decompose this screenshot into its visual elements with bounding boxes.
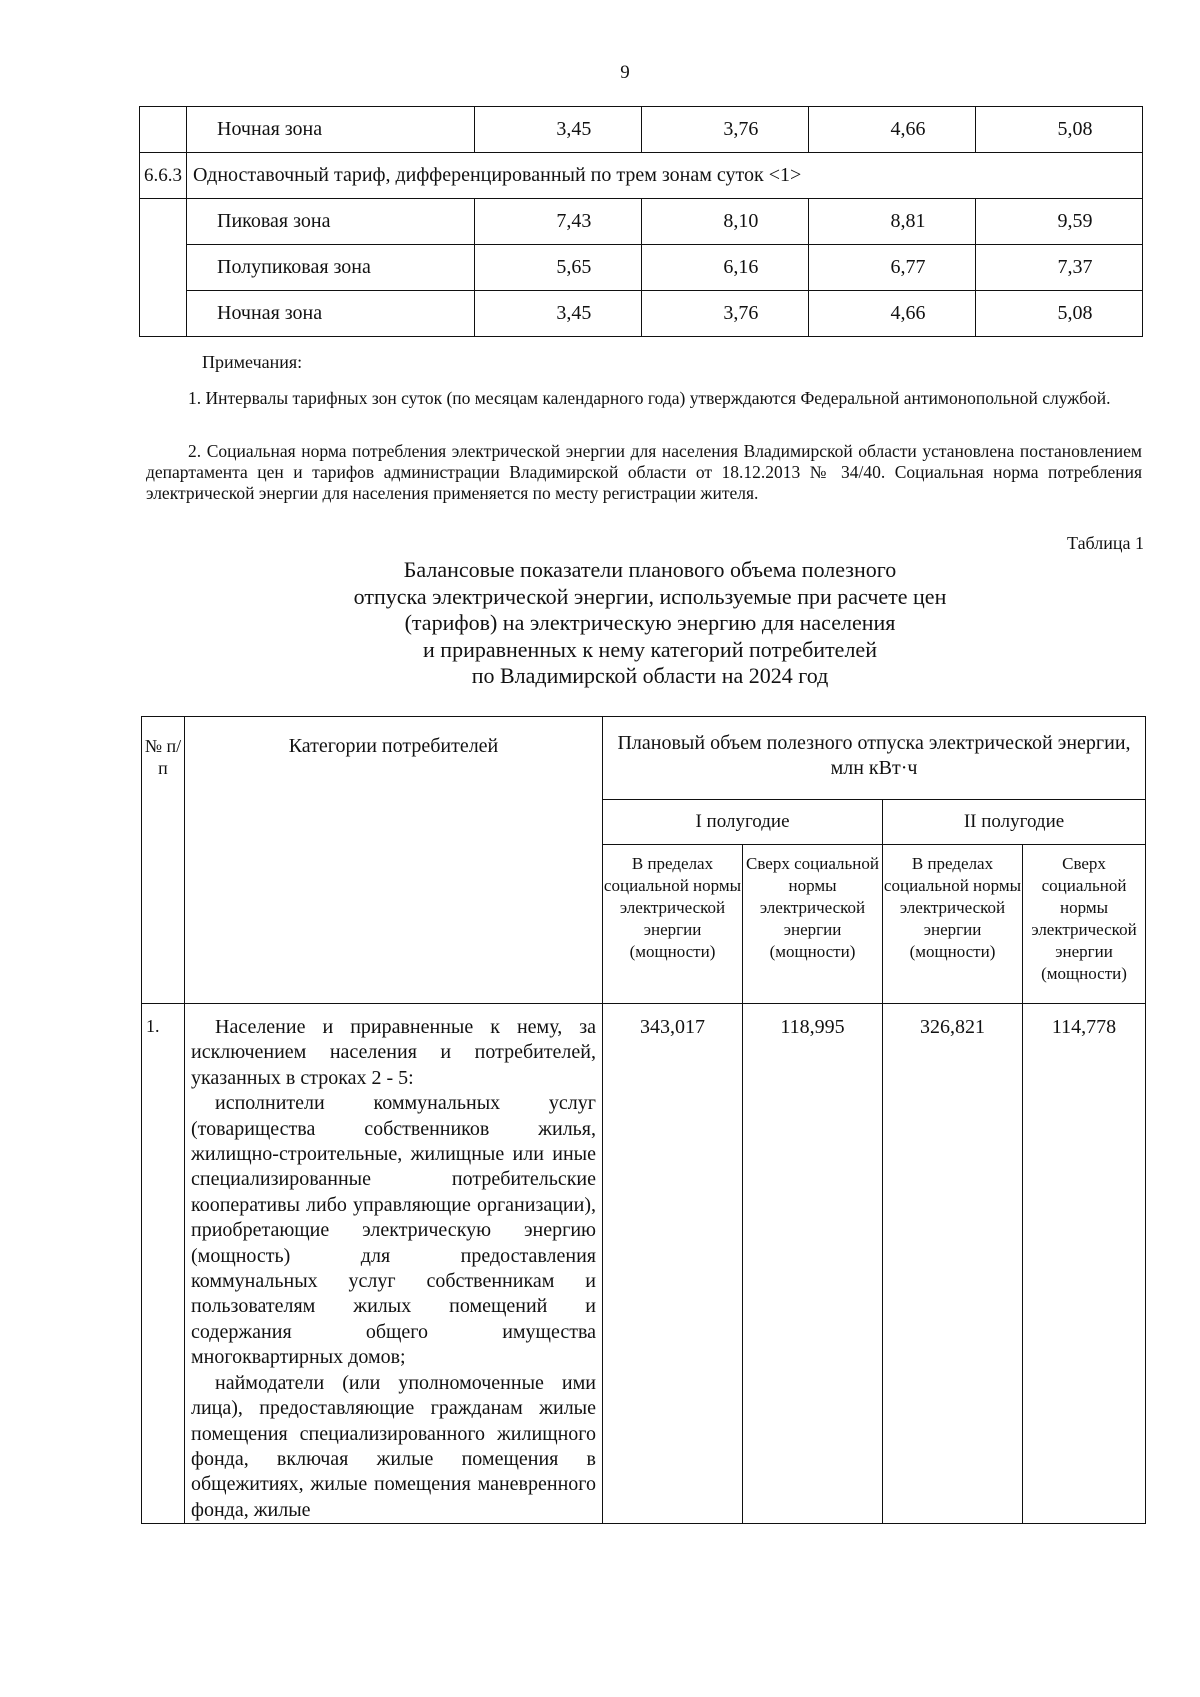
header-half-1: I полугодие: [603, 800, 883, 845]
tariff-value: 8,10: [641, 199, 808, 245]
header-half-2: II полугодие: [883, 800, 1146, 845]
category-paragraph: исполнители коммунальных услуг (товарищества собственников жилья, жилищно-строительные, жилищные или иные специализированные потребительские кооперативы либо управляющие организации), приобретающие электрическую энергию (мощность) для предоставления коммунальных услуг собственникам и пользователям жилых помещений и содержания общего имущества многоквартирных домов;: [191, 1092, 596, 1369]
tariff-value: 7,37: [975, 245, 1142, 291]
note-2: 2. Социальная норма потребления электрической энергии для населения Владимирской области установлена постановлением департамента цен и тарифов администрации Владимирской области от 18.12.2013 № 34/40. Социальная норма потребления электрической энергии для населения применяется по месту регистрации жителя.: [146, 441, 1142, 503]
header-plan: Плановый объем полезного отпуска электрической энергии, млн кВт·ч: [603, 717, 1146, 800]
value-h2-above: 114,778: [1023, 1004, 1146, 1524]
tariff-table: [139, 106, 1143, 337]
tariff-value: 3,76: [641, 107, 808, 153]
tariff-value: 3,76: [641, 291, 808, 337]
tariff-row: [140, 107, 1143, 153]
tariff-value: 8,81: [808, 199, 975, 245]
tariff-row-number: [140, 291, 187, 337]
balance-table: [141, 716, 1146, 1524]
row-category: [185, 1004, 603, 1524]
table-label: Таблица 1: [1067, 533, 1144, 553]
tariff-value: 5,65: [474, 245, 641, 291]
tariff-row: [140, 291, 1143, 337]
header-sub-above-2: Сверх социальной нормы электрической энергии (мощности): [1023, 845, 1146, 1004]
row-no: 1.: [142, 1004, 185, 1524]
header-sub-above-1: Сверх социальной нормы электрической энергии (мощности): [743, 845, 883, 1004]
tariff-row-number: 6.6.3: [140, 153, 187, 199]
header-category: Категории потребителей: [185, 717, 603, 1004]
title-line: отпуска электрической энергии, используемые при расчете цен: [353, 583, 947, 609]
header-sub-within-1: В пределах социальной нормы электрической энергии (мощности): [603, 845, 743, 1004]
note-1: 1. Интервалы тарифных зон суток (по месяцам календарного года) утверждаются Федеральной антимонопольной службой.: [188, 388, 1111, 408]
category-paragraph: наймодатели (или уполномоченные ими лица), предоставляющие гражданам жилые помещения специализированного жилищного фонда, включая жилые помещения в общежитиях, жилые помещения маневренного фонда, жилые: [191, 1371, 596, 1521]
tariff-value: 5,08: [975, 107, 1142, 153]
category-paragraph: Население и приравненные к нему, за исключением населения и потребителей, указанных в строках 2 - 5:: [191, 1016, 596, 1089]
tariff-value: 9,59: [975, 199, 1142, 245]
header-sub-within-2: В пределах социальной нормы электрической энергии (мощности): [883, 845, 1023, 1004]
tariff-value: 4,66: [808, 291, 975, 337]
tariff-row-name: Одноставочный тариф, дифференцированный по трем зонам суток <1>: [187, 153, 1143, 199]
tariff-row-number: [140, 245, 187, 291]
tariff-row: [140, 199, 1143, 245]
value-h2-within: 326,821: [883, 1004, 1023, 1524]
title-line: Балансовые показатели планового объема полезного: [403, 557, 897, 582]
tariff-value: 3,45: [474, 291, 641, 337]
tariff-row-name: Ночная зона: [187, 107, 475, 153]
tariff-value: 4,66: [808, 107, 975, 153]
table-title: [0, 557, 1200, 690]
tariff-value: 5,08: [975, 291, 1142, 337]
title-line: и приравненных к нему категорий потребителей: [423, 636, 877, 662]
value-h1-above: 118,995: [743, 1004, 883, 1524]
tariff-row: [140, 245, 1143, 291]
tariff-row-name: Полупиковая зона: [187, 245, 475, 291]
tariff-value: 6,77: [808, 245, 975, 291]
tariff-value: 3,45: [474, 107, 641, 153]
value-h1-within: 343,017: [603, 1004, 743, 1524]
tariff-value: 7,43: [474, 199, 641, 245]
tariff-value: 6,16: [641, 245, 808, 291]
tariff-row-name: Пиковая зона: [187, 199, 475, 245]
title-line: (тарифов) на электрическую энергию для населения: [404, 610, 896, 635]
tariff-row-name: Ночная зона: [187, 291, 475, 337]
tariff-row: [140, 153, 1143, 199]
title-line: по Владимирской области на 2024 год: [471, 663, 829, 688]
tariff-row-number: [140, 199, 187, 245]
header-no: № п/п: [142, 717, 185, 1004]
tariff-row-number: [140, 107, 187, 153]
page-number: 9: [620, 62, 630, 83]
notes-title: Примечания:: [202, 352, 303, 372]
